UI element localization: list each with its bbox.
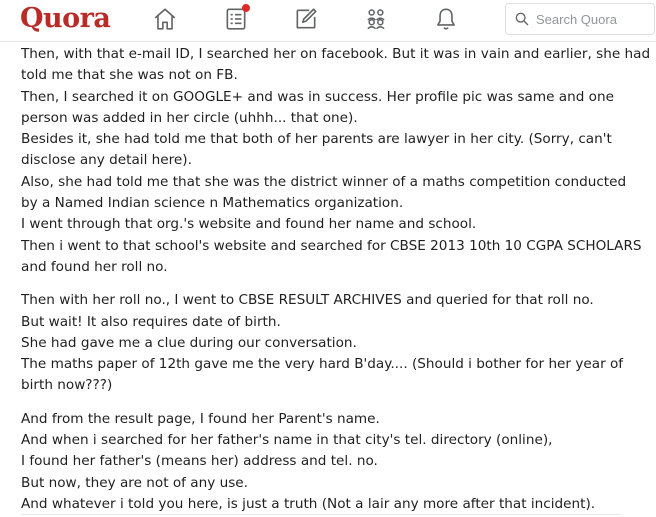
text-line: Then, with that e-mail ID, I searched her on facebook. But it was in vain and earlier, she had bbox=[21, 46, 651, 62]
text-line: Then i went to that school's website and searched for CBSE 2013 10th 10 CGPA SCHOLARS bbox=[21, 237, 642, 254]
text-line: disclose any detail here). bbox=[21, 152, 192, 169]
top-navigation-bar bbox=[0, 0, 656, 42]
text-line: The maths paper of 12th gave me the very hard B'day.... (Should i bother for her year of bbox=[21, 356, 624, 373]
text-line: I went through that org.'s website and found her name and school. bbox=[21, 216, 477, 233]
text-line: person was added in her circle (uhhh... that one). bbox=[21, 109, 358, 126]
text-line: Then, I searched it on GOOGLE+ and was in success. Her profile pic was same and one bbox=[21, 88, 614, 105]
notification-badge bbox=[242, 4, 250, 12]
text-line: And when i searched for her father's name in that city's tel. directory (online), bbox=[21, 432, 553, 449]
search-box[interactable] bbox=[505, 3, 655, 35]
answer-body bbox=[21, 44, 651, 517]
search-icon bbox=[514, 11, 530, 27]
divider bbox=[21, 514, 621, 515]
search-input[interactable] bbox=[536, 12, 646, 27]
text-line: Then with her roll no., I went to CBSE RESULT ARCHIVES and queried for that roll no. bbox=[21, 292, 594, 309]
text-line: Besides it, she had told me that both of her parents are lawyer in her city. (Sorry, can't bbox=[21, 131, 612, 148]
answer-feed-icon[interactable] bbox=[221, 4, 251, 34]
home-icon[interactable] bbox=[150, 4, 180, 34]
text-line: And from the result page, I found her Parent's name. bbox=[21, 410, 380, 427]
spaces-icon[interactable] bbox=[361, 4, 391, 34]
text-line: I found her father's (means her) address and tel. no. bbox=[21, 453, 378, 470]
text-line: by a Named Indian science n Mathematics organization. bbox=[21, 195, 404, 212]
text-line: She had gave me a clue during our conversation. bbox=[21, 334, 357, 351]
text-line: told me that she was not on FB. bbox=[21, 67, 238, 84]
answer-paragraph bbox=[21, 290, 641, 396]
text-line: and found her roll no. bbox=[21, 258, 168, 275]
quora-logo[interactable]: Quora bbox=[20, 3, 111, 34]
text-line: But now, they are not of any use. bbox=[21, 474, 248, 491]
answer-paragraph bbox=[21, 409, 641, 515]
text-line: But wait! It also requires date of birth. bbox=[21, 313, 281, 330]
text-line: birth now???) bbox=[21, 377, 113, 394]
answer-paragraph bbox=[21, 44, 651, 278]
write-icon[interactable] bbox=[291, 4, 321, 34]
text-line: Also, she had told me that she was the district winner of a maths competition conducted bbox=[21, 173, 627, 190]
text-line: And whatever i told you here, is just a truth (Not a lair any more after that incident). bbox=[21, 495, 596, 512]
notifications-icon[interactable] bbox=[431, 4, 461, 34]
